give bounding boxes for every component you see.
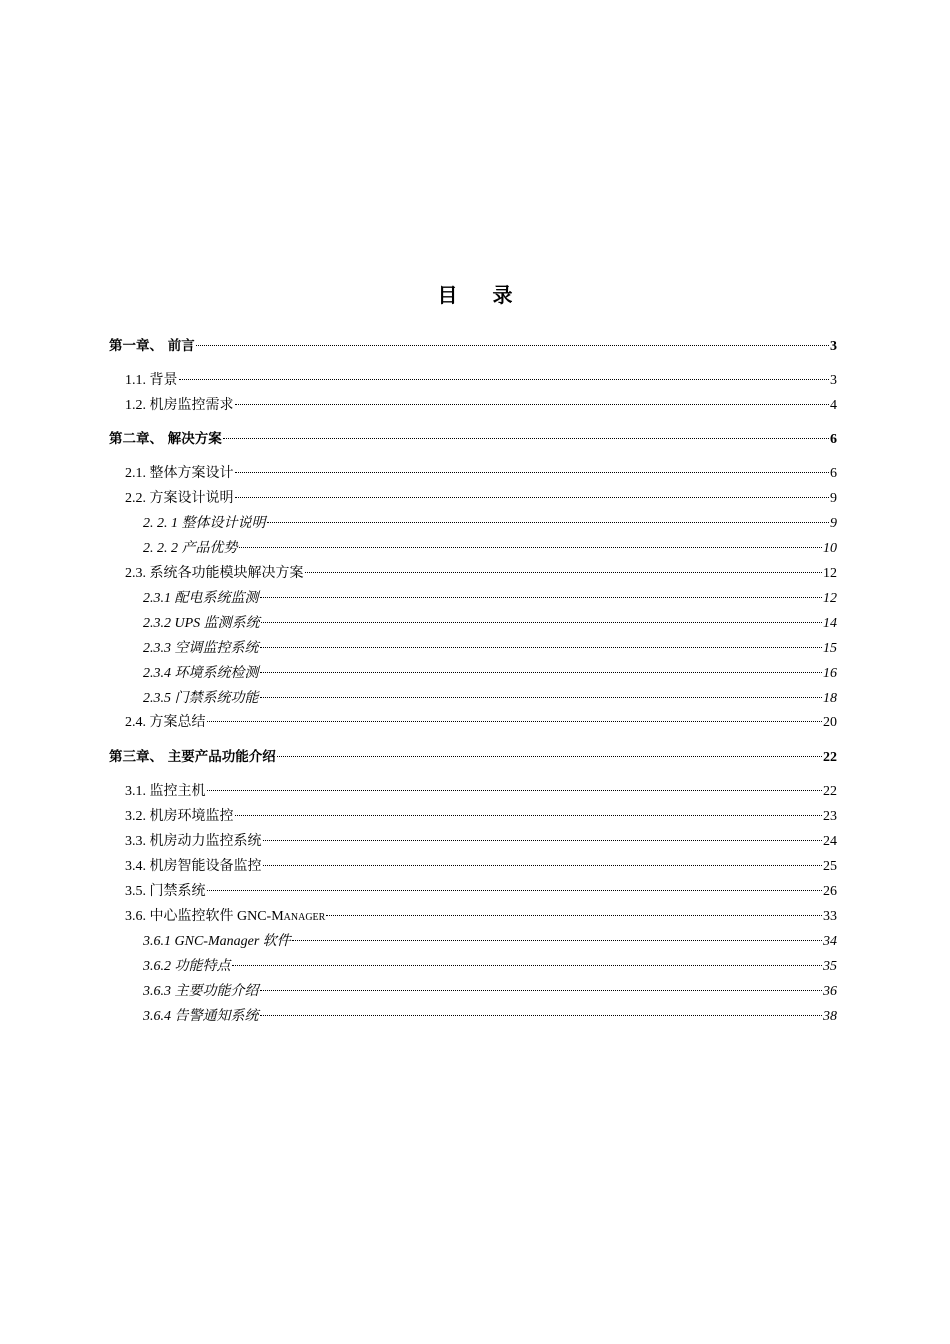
toc-entry-text: 2.1. 整体方案设计 bbox=[125, 466, 234, 481]
toc-entry-text: 3.2. 机房环境监控 bbox=[125, 809, 234, 824]
toc-page-number: 33 bbox=[823, 909, 837, 924]
toc-entry-text: 2.2. 方案设计说明 bbox=[125, 491, 234, 506]
toc-page-number: 36 bbox=[823, 984, 837, 999]
toc-entry-text: 3.1. 监控主机 bbox=[125, 784, 206, 799]
toc-dot-leader bbox=[260, 582, 823, 602]
toc-entry-2-3-3[interactable] bbox=[143, 632, 837, 656]
toc-dot-leader bbox=[263, 850, 823, 870]
toc-entry-3-6[interactable] bbox=[125, 900, 837, 924]
toc-dot-leader bbox=[326, 900, 822, 920]
toc-entry-text: 3.6.3 主要功能介绍 bbox=[143, 984, 259, 999]
toc-dot-leader bbox=[223, 423, 829, 443]
toc-dot-leader bbox=[235, 457, 830, 477]
toc-page-number: 3 bbox=[830, 373, 837, 388]
toc-entry-1-1[interactable] bbox=[125, 364, 837, 388]
toc-page-number: 15 bbox=[823, 641, 837, 656]
toc-dot-leader bbox=[305, 557, 823, 577]
toc-entry-3-2[interactable] bbox=[125, 800, 837, 824]
toc-entry-text: 3.6.4 告警通知系统 bbox=[143, 1009, 259, 1024]
toc-entry-text: 2.3. 系统各功能模块解决方案 bbox=[125, 566, 304, 581]
toc-dot-leader bbox=[196, 330, 829, 350]
toc-page-number: 16 bbox=[823, 666, 837, 681]
toc-entry-3-3[interactable] bbox=[125, 825, 837, 849]
toc-entry-2-3-5[interactable] bbox=[143, 682, 837, 706]
toc-page-number: 26 bbox=[823, 884, 837, 899]
toc-entry-3-6-4[interactable] bbox=[143, 1000, 837, 1024]
toc-entry-2-4[interactable] bbox=[125, 706, 837, 730]
toc-dot-leader bbox=[277, 741, 822, 761]
toc-entry-text: 2.3.5 门禁系统功能 bbox=[143, 691, 259, 706]
toc-page-number: 35 bbox=[823, 959, 837, 974]
toc-page-number: 20 bbox=[823, 715, 837, 730]
toc-dot-leader bbox=[263, 825, 823, 845]
toc-page-number: 14 bbox=[823, 616, 837, 631]
toc-dot-leader bbox=[235, 800, 823, 820]
toc-entry-chapter-1[interactable] bbox=[109, 330, 837, 354]
toc-entry-text: 3.5. 门禁系统 bbox=[125, 884, 206, 899]
toc-entry-2-3-1[interactable] bbox=[143, 582, 837, 606]
toc-entry-3-1[interactable] bbox=[125, 775, 837, 799]
toc-dot-leader bbox=[179, 364, 830, 384]
toc-page-number: 23 bbox=[823, 809, 837, 824]
toc-page-number: 24 bbox=[823, 834, 837, 849]
toc-entry-2-3[interactable] bbox=[125, 557, 837, 581]
toc-dot-leader bbox=[292, 925, 822, 945]
toc-entry-text: 2.3.2 UPS 监测系统 bbox=[143, 616, 260, 631]
toc-dot-leader bbox=[260, 657, 823, 677]
toc-entry-text: 第三章、 主要产品功能介绍 bbox=[109, 749, 276, 765]
toc-dot-leader bbox=[260, 682, 823, 702]
toc-entry-1-2[interactable] bbox=[125, 389, 837, 413]
toc-entry-3-5[interactable] bbox=[125, 875, 837, 899]
toc-entry-text: 2.3.3 空调监控系统 bbox=[143, 641, 259, 656]
toc-dot-leader bbox=[260, 1000, 823, 1020]
toc-page-number: 34 bbox=[823, 934, 837, 949]
toc-dot-leader bbox=[207, 875, 823, 895]
toc-entry-text: 3.3. 机房动力监控系统 bbox=[125, 834, 262, 849]
toc-page-number: 9 bbox=[830, 516, 837, 531]
toc-page-number: 38 bbox=[823, 1009, 837, 1024]
toc-dot-leader bbox=[235, 389, 830, 409]
toc-entry-2-2-2[interactable] bbox=[143, 532, 837, 556]
toc-dot-leader bbox=[267, 507, 830, 527]
toc-entry-text: 2.3.1 配电系统监测 bbox=[143, 591, 259, 606]
toc-page-number: 12 bbox=[823, 591, 837, 606]
toc-entry-text: 2. 2. 1 整体设计说明 bbox=[143, 516, 266, 531]
toc-entry-2-2-1[interactable] bbox=[143, 507, 837, 531]
toc-page-number: 6 bbox=[830, 466, 837, 481]
toc-page-number: 9 bbox=[830, 491, 837, 506]
toc-page-number: 10 bbox=[823, 541, 837, 556]
toc-dot-leader bbox=[232, 950, 823, 970]
toc-title: 目 录 bbox=[437, 283, 527, 307]
toc-entry-3-4[interactable] bbox=[125, 850, 837, 874]
toc-dot-leader bbox=[261, 607, 822, 627]
toc-page-number: 22 bbox=[823, 784, 837, 799]
toc-entry-text: 2.4. 方案总结 bbox=[125, 715, 206, 730]
toc-entry-3-6-3[interactable] bbox=[143, 975, 837, 999]
toc-entry-chapter-2[interactable] bbox=[109, 423, 837, 447]
toc-entry-text: 3.4. 机房智能设备监控 bbox=[125, 859, 262, 874]
toc-entry-2-2[interactable] bbox=[125, 482, 837, 506]
toc-page-number: 4 bbox=[830, 398, 837, 413]
toc-page-number: 12 bbox=[823, 566, 837, 581]
toc-dot-leader bbox=[207, 775, 823, 795]
toc-entry-text: 3.6. 中心监控软件 GNC-Manager bbox=[125, 909, 326, 924]
toc-dot-leader bbox=[207, 706, 823, 726]
toc-entry-text: 1.1. 背景 bbox=[125, 373, 178, 388]
toc-entry-chapter-3[interactable] bbox=[109, 741, 837, 765]
toc-page-number: 25 bbox=[823, 859, 837, 874]
toc-dot-leader bbox=[260, 632, 823, 652]
toc-dot-leader bbox=[239, 532, 823, 552]
toc-page-number: 18 bbox=[823, 691, 837, 706]
toc-entry-text: 3.6.2 功能特点 bbox=[143, 959, 231, 974]
toc-entry-2-1[interactable] bbox=[125, 457, 837, 481]
toc-page-number: 3 bbox=[830, 339, 837, 354]
toc-entry-3-6-2[interactable] bbox=[143, 950, 837, 974]
toc-page-number: 22 bbox=[823, 750, 837, 765]
toc-entry-2-3-4[interactable] bbox=[143, 657, 837, 681]
toc-entry-text: 2.3.4 环境系统检测 bbox=[143, 666, 259, 681]
toc-entry-3-6-1[interactable] bbox=[143, 925, 837, 949]
toc-entry-text: 第二章、 解决方案 bbox=[109, 431, 222, 447]
toc-entry-text: 第一章、 前言 bbox=[109, 338, 195, 354]
toc-entry-text: 1.2. 机房监控需求 bbox=[125, 398, 234, 413]
toc-entry-text: 2. 2. 2 产品优势 bbox=[143, 541, 238, 556]
toc-page-number: 6 bbox=[830, 432, 837, 447]
toc-dot-leader bbox=[235, 482, 830, 502]
toc-entry-text: 3.6.1 GNC-Manager 软件 bbox=[143, 934, 291, 949]
toc-entry-2-3-2[interactable] bbox=[143, 607, 837, 631]
toc-dot-leader bbox=[260, 975, 823, 995]
